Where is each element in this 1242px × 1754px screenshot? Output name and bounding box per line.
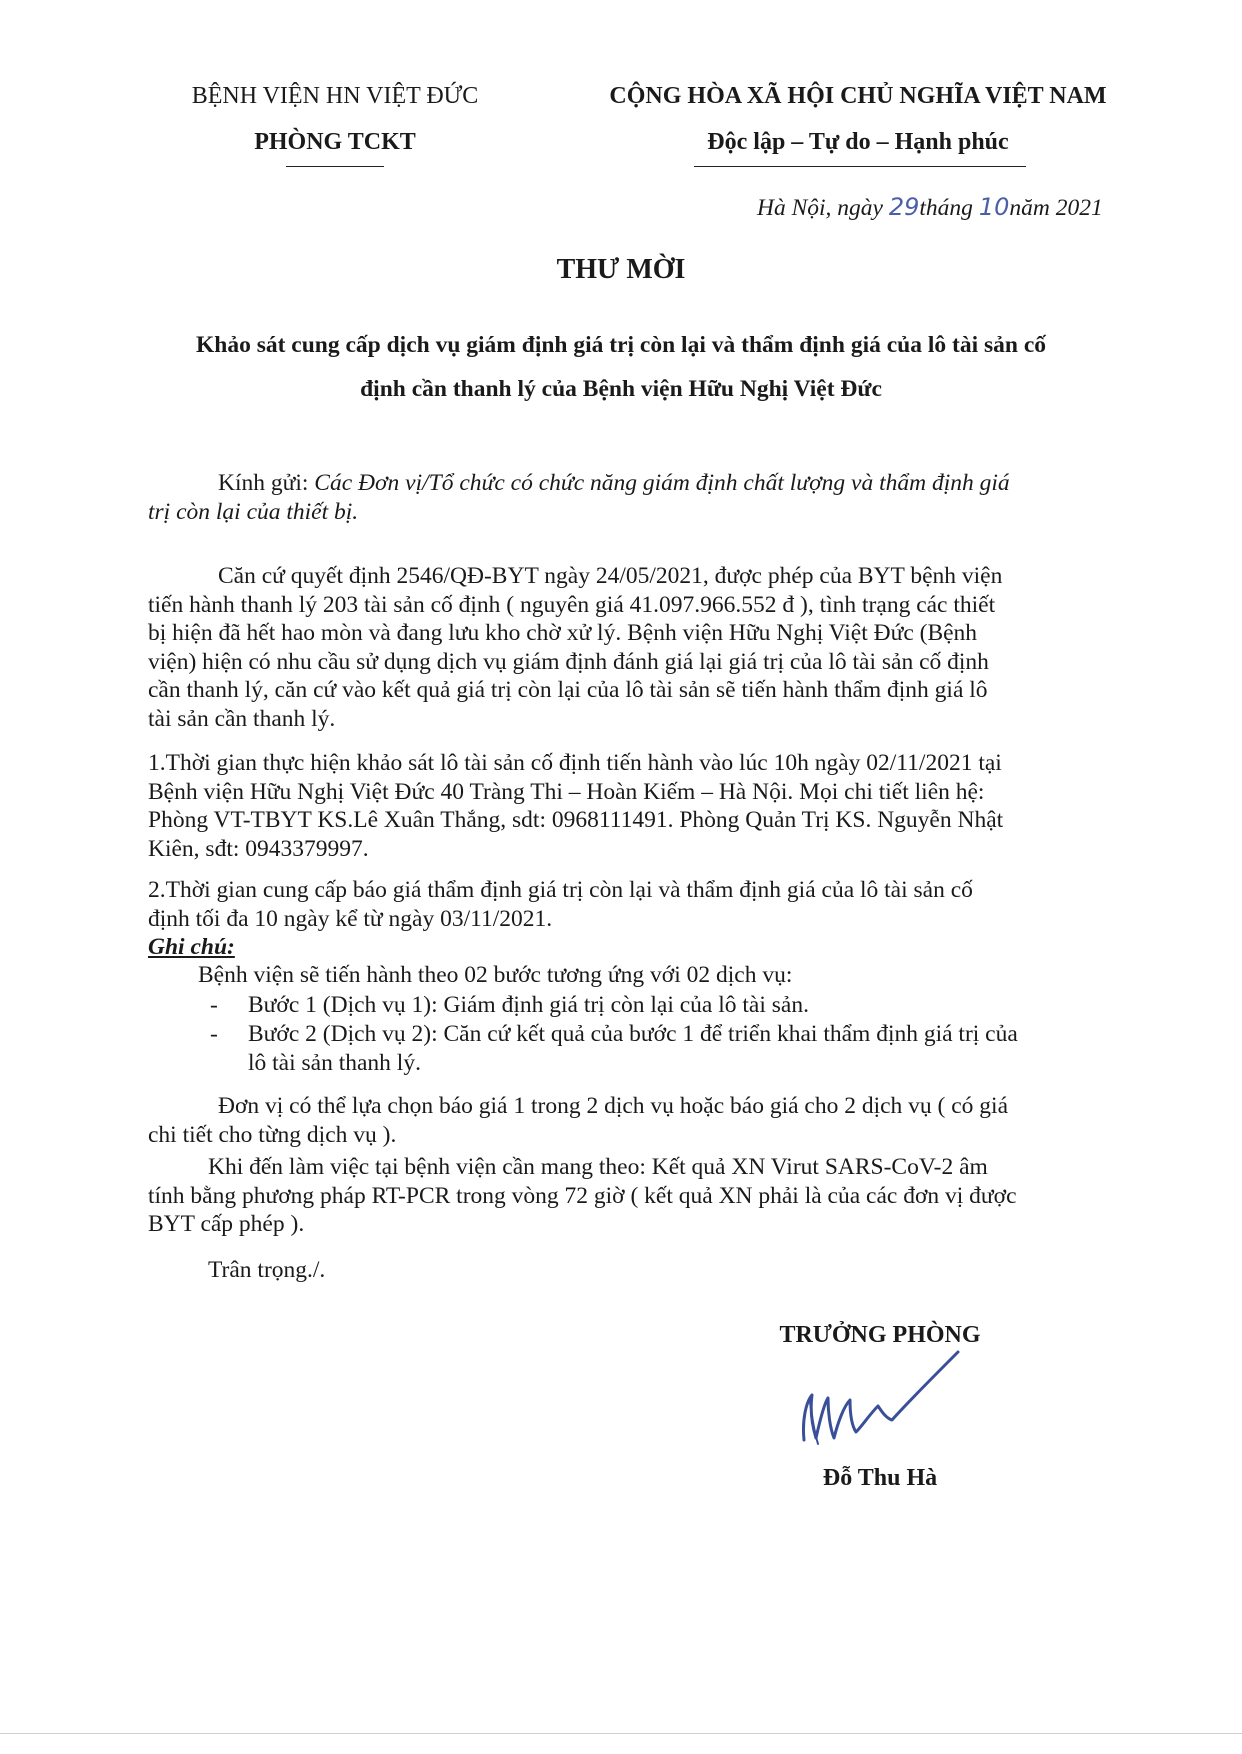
subject-line-2: định cần thanh lý của Bệnh viện Hữu Nghị Việt Đức <box>360 376 882 402</box>
text-line: BYT cấp phép ). <box>148 1211 305 1238</box>
department-name: PHÒNG TCKT <box>254 129 416 155</box>
text-line: định tối đa 10 ngày kể từ ngày 03/11/2021. <box>148 905 553 932</box>
text-line: cần thanh lý, căn cứ vào kết quả giá trị còn lại của lô tài sản sẽ tiến hành thẩm định giá lô <box>148 677 988 704</box>
bullet-text: Bước 2 (Dịch vụ 2): Căn cứ kết quả của bước 1 để triển khai thẩm định giá trị của <box>248 1021 1018 1047</box>
text-line: tiến hành thanh lý 203 tài sản cố định ( nguyên giá 41.097.966.552 đ ), tình trạng các thiết <box>148 591 996 618</box>
bullet-step-2 <box>210 1020 1018 1049</box>
text-line: viện) hiện có nhu cầu sử dụng dịch vụ giám định đánh giá lại giá trị của lô tài sản cố định <box>148 648 989 675</box>
date-day-handwritten: 29 <box>888 193 920 221</box>
text-line: tính bằng phương pháp RT-PCR trong vòng 72 giờ ( kết quả XN phải là của các đơn vị được <box>148 1182 1017 1209</box>
note-intro: Bệnh viện sẽ tiến hành theo 02 bước tương ứng với 02 dịch vụ: <box>198 962 793 988</box>
date-month-handwritten: 10 <box>978 193 1010 221</box>
date-line <box>757 193 1103 222</box>
subject-line-1: Khảo sát cung cấp dịch vụ giám định giá trị còn lại và thẩm định giá của lô tài sản cố <box>195 332 1047 358</box>
text-line: 2.Thời gian cung cấp báo giá thẩm định giá trị còn lại và thẩm định giá của lô tài sản cố <box>148 877 973 903</box>
paragraph-quote-deadline <box>148 876 1125 933</box>
recipient-label: Kính gửi: <box>218 470 309 496</box>
handwritten-signature <box>790 1340 970 1455</box>
text-line: 1.Thời gian thực hiện khảo sát lô tài sản cố định tiến hành vào lúc 10h ngày 02/11/2021 tại <box>148 750 1002 776</box>
motto-underline <box>694 166 1026 167</box>
text-line: Đơn vị có thể lựa chọn báo giá 1 trong 2 dịch vụ hoặc báo giá cho 2 dịch vụ ( có giá <box>218 1093 1009 1119</box>
recipient-text: Các Đơn vị/Tổ chức có chức năng giám định chất lượng và thẩm định giá <box>314 470 1010 496</box>
text-line: bị hiện đã hết hao mòn và đang lưu kho chờ xử lý. Bệnh viện Hữu Nghị Việt Đức (Bệnh <box>148 620 978 647</box>
national-motto: Độc lập – Tự do – Hạnh phúc <box>707 129 1009 155</box>
signer-title: TRƯỞNG PHÒNG <box>779 1322 981 1348</box>
page-edge-line <box>0 1733 1242 1734</box>
text-line: tài sản cần thanh lý. <box>148 705 336 732</box>
date-month-label: tháng <box>919 195 973 221</box>
text-line: chi tiết cho từng dịch vụ ). <box>148 1121 397 1148</box>
recipient-line-2: trị còn lại của thiết bị. <box>148 499 359 525</box>
paragraph-covid-requirement <box>148 1153 1125 1239</box>
date-prefix: Hà Nội, ngày <box>757 195 883 221</box>
national-title: CỘNG HÒA XÃ HỘI CHỦ NGHĨA VIỆT NAM <box>609 83 1107 109</box>
department-underline <box>286 166 384 167</box>
paragraph-service-choice <box>148 1092 1125 1149</box>
recipient-line-1 <box>218 470 1010 497</box>
text-line: Bệnh viện Hữu Nghị Việt Đức 40 Tràng Thi – Hoàn Kiếm – Hà Nội. Mọi chi tiết liên hệ: <box>148 778 985 805</box>
signer-name: Đỗ Thu Hà <box>822 1465 938 1491</box>
document-title: THƯ MỜI <box>556 254 686 285</box>
paragraph-legal-basis <box>148 562 1125 734</box>
text-line: Phòng VT-TBYT KS.Lê Xuân Thắng, sdt: 0968111491. Phòng Quản Trị KS. Nguyễn Nhật <box>148 807 1004 834</box>
organization-name: BỆNH VIỆN HN VIỆT ĐỨC <box>191 83 479 109</box>
text-line: Căn cứ quyết định 2546/QĐ-BYT ngày 24/05/2021, được phép của BYT bệnh viện <box>218 563 1003 589</box>
note-label: Ghi chú: <box>148 934 235 960</box>
bullet-dash: - <box>210 1021 218 1047</box>
paragraph-survey-time <box>148 749 1125 863</box>
date-year-label: năm 2021 <box>1009 195 1103 221</box>
bullet-text: Bước 1 (Dịch vụ 1): Giám định giá trị còn lại của lô tài sản. <box>248 992 809 1018</box>
text-line: Khi đến làm việc tại bệnh viện cần mang theo: Kết quả XN Virut SARS-CoV-2 âm <box>208 1154 988 1180</box>
bullet-step-2-continued: lô tài sản thanh lý. <box>248 1050 421 1076</box>
bullet-dash: - <box>210 992 218 1018</box>
text-line: Kiên, sđt: 0943379997. <box>148 835 369 862</box>
bullet-step-1 <box>210 991 809 1020</box>
closing-text: Trân trọng./. <box>208 1257 326 1283</box>
